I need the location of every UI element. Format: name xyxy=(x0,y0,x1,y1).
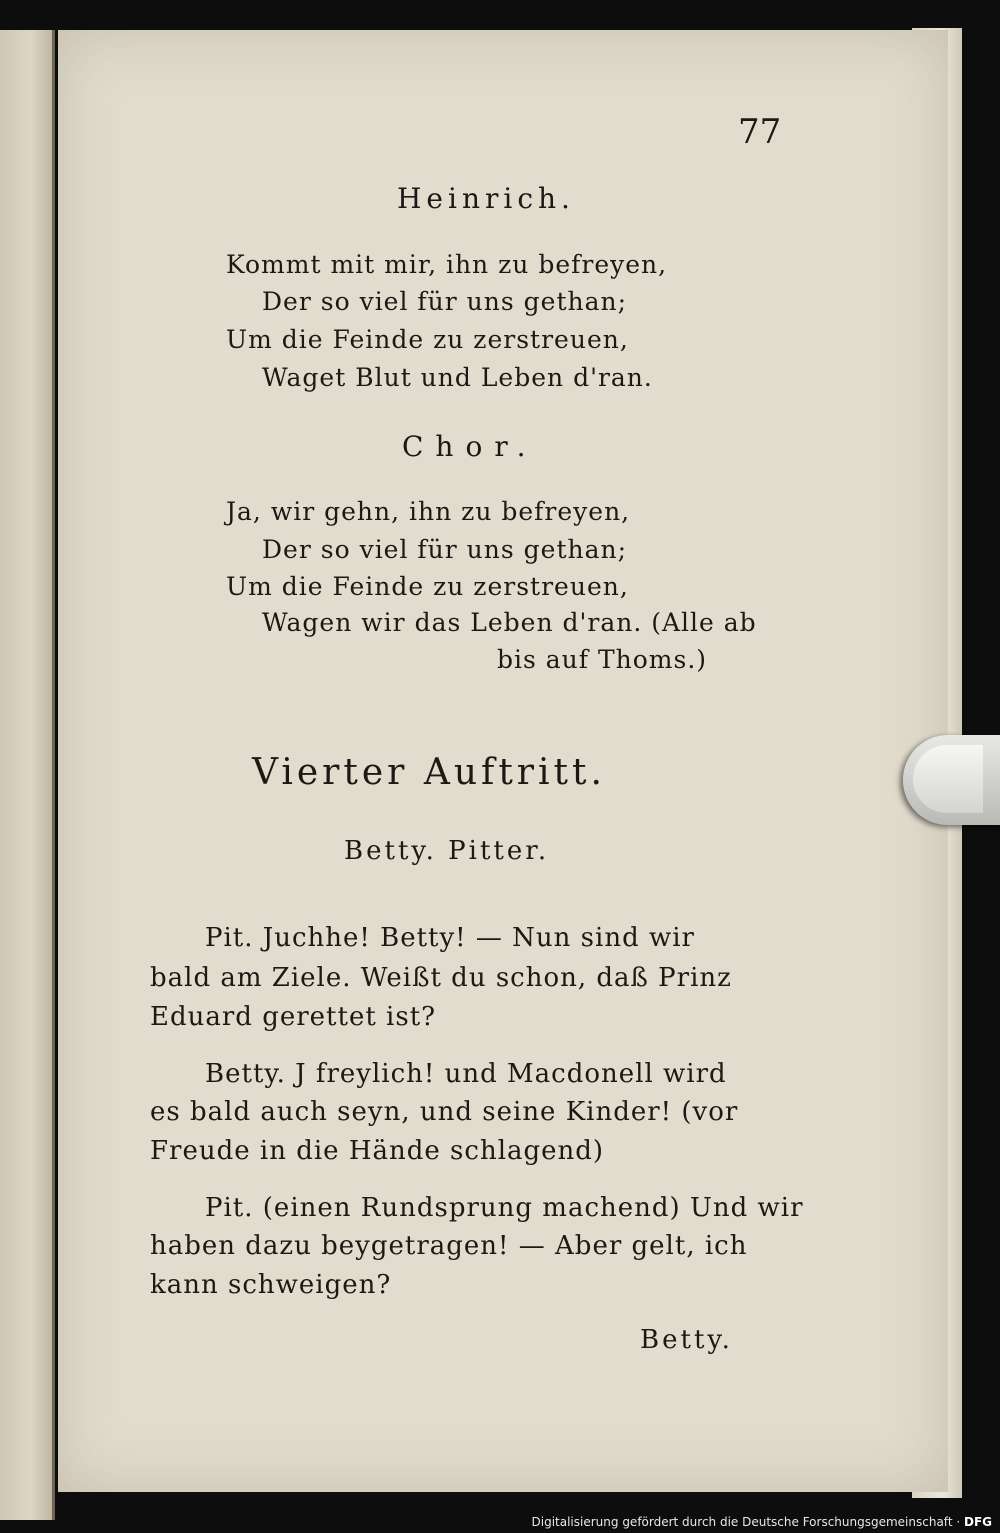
scanner-clip xyxy=(903,735,1000,825)
verse-line: Wagen wir das Leben d'ran. (Alle ab xyxy=(262,608,757,637)
verse-line: Waget Blut und Leben d'ran. xyxy=(262,363,653,392)
scene-characters: Betty. Pitter. xyxy=(344,836,550,866)
catchword: Betty. xyxy=(640,1325,733,1355)
prose-line: Pit. Juchhe! Betty! — Nun sind wir xyxy=(205,923,695,953)
prose-line: Eduard gerettet ist? xyxy=(150,1002,437,1032)
page-number: 77 xyxy=(738,112,782,152)
speaker-heinrich: Heinrich. xyxy=(397,182,575,215)
prose-line: bald am Ziele. Weißt du schon, daß Prinz xyxy=(150,963,732,993)
verse-line: Der so viel für uns gethan; xyxy=(262,287,628,316)
facing-page-edge xyxy=(0,30,55,1520)
prose-line: es bald auch seyn, und seine Kinder! (vor xyxy=(150,1097,739,1127)
credit-text: Digitalisierung gefördert durch die Deutsche Forschungsgemeinschaft · xyxy=(531,1515,961,1529)
speaker-chor: Chor. xyxy=(402,430,538,463)
verse-line: Ja, wir gehn, ihn zu befreyen, xyxy=(226,497,631,526)
prose-line: haben dazu beygetragen! — Aber gelt, ich xyxy=(150,1231,748,1261)
prose-line: kann schweigen? xyxy=(150,1270,392,1300)
dfg-logo: DFG xyxy=(963,1515,992,1529)
verse-line: Um die Feinde zu zerstreuen, xyxy=(226,325,629,354)
scene-heading: Vierter Auftritt. xyxy=(252,752,606,793)
verse-line: Um die Feinde zu zerstreuen, xyxy=(226,572,629,601)
verse-line: Der so viel für uns gethan; xyxy=(262,535,628,564)
digitization-credit xyxy=(532,1515,992,1529)
verse-line: Kommt mit mir, ihn zu befreyen, xyxy=(226,250,668,279)
prose-line: Freude in die Hände schlagend) xyxy=(150,1136,605,1166)
prose-line: Pit. (einen Rundsprung machend) Und wir xyxy=(205,1193,804,1223)
stage-direction: bis auf Thoms.) xyxy=(497,645,708,674)
prose-line: Betty. J freylich! und Macdonell wird xyxy=(205,1059,727,1089)
